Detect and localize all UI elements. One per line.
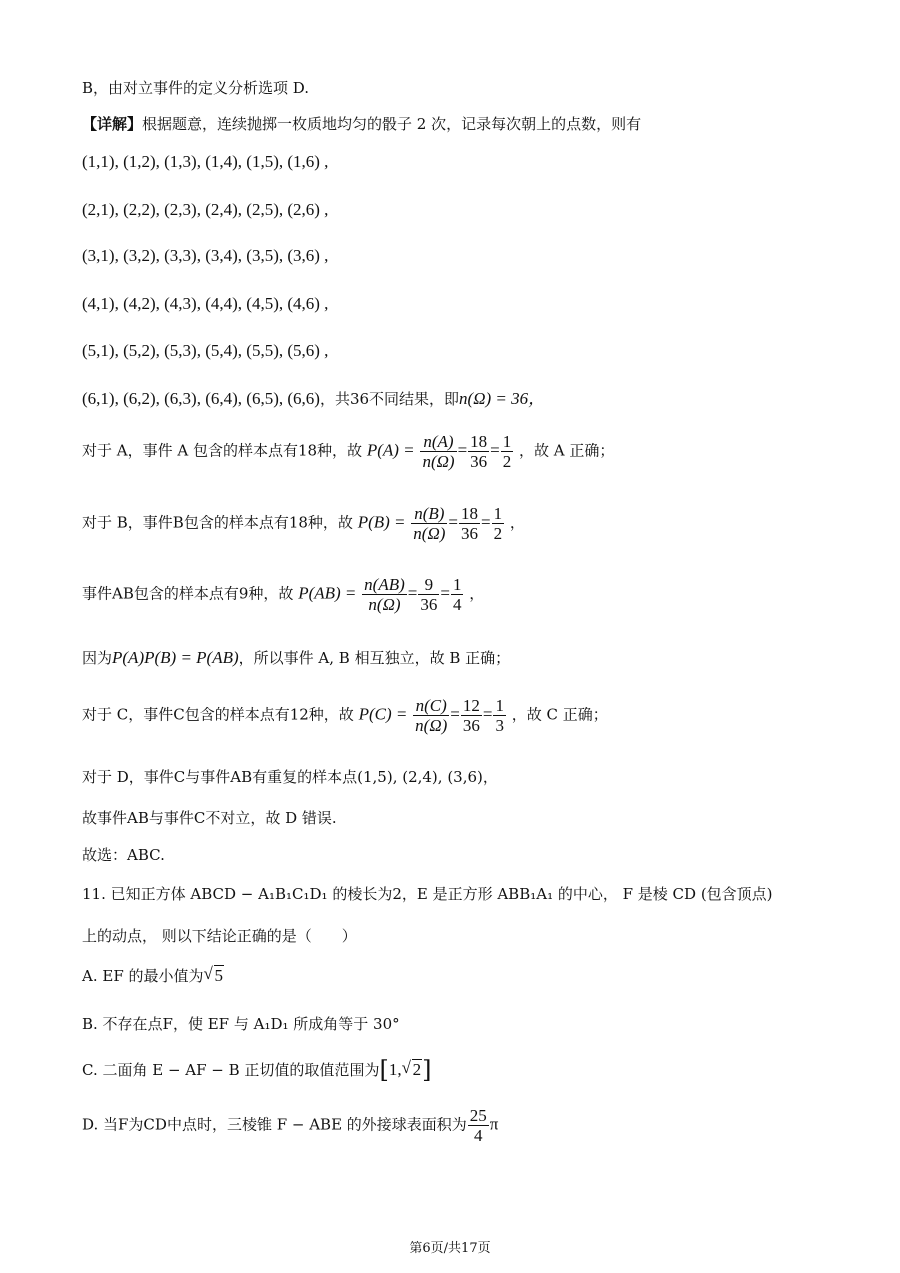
answer-line: 故选：ABC. <box>82 846 165 864</box>
item-a-pre: 对于 A，事件 A 包含的样本点有18种，故 <box>82 441 363 460</box>
item-b-frac1: $\frac{n(B)}{n(\Omega)}$ <box>413 504 446 543</box>
opt-c-sqrt: √ 2 <box>402 1060 423 1080</box>
item-ab-pre: 事件AB包含的样本点有9种，故 <box>82 584 294 603</box>
item-c-pre: 对于 C，事件C包含的样本点有12种，故 <box>82 705 354 724</box>
opt-d-frac: $\frac{25}{4}$ <box>469 1106 487 1145</box>
outcome-row-2: (2,1), (2,2), (2,3), (2,4), (2,5), (2,6) , <box>82 200 329 219</box>
item-ab-line: 事件AB包含的样本点有9种，故 P(AB) = $\frac{n(AB)}{n(\Omega)}$ = $\frac{9}{36}$ = $\frac{1}{4}$ ， <box>82 575 485 614</box>
outcome-row-6-values: (6,1), (6,2), (6,3), (6,4), (6,5), (6,6) <box>82 389 320 408</box>
item-b-frac2: $\frac{18}{36}$ <box>461 504 478 543</box>
independence-expr: P(A)P(B) = P(AB) <box>112 648 239 667</box>
item-d-line: 对于 D，事件C与事件AB有重复的样本点(1,5), (2,4), (3,6)， <box>82 768 498 786</box>
detail-intro-line <box>82 114 641 134</box>
item-ab-post: ， <box>469 584 485 603</box>
item-a-frac1: $\frac{n(A)}{n(\Omega)}$ <box>422 432 455 471</box>
q11-option-a <box>82 966 224 986</box>
item-c-lhs: P(C) = <box>358 704 408 724</box>
opt-a-pre: A. EF 的最小值为 <box>82 967 204 985</box>
q11-line1: 11. 已知正方体 ABCD − A₁B₁C₁D₁ 的棱长为2，E 是正方形 ABB₁A₁ 的中心， F 是棱 CD (包含顶点) <box>82 885 773 903</box>
item-d-conclusion: 故事件AB与事件C不对立，故 D 错误. <box>82 809 337 827</box>
outcome-row-1: (1,1), (1,2), (1,3), (1,4), (1,5), (1,6) , <box>82 152 329 171</box>
detail-intro: 根据题意，连续抛掷一枚质地均匀的骰子 2 次，记录每次朝上的点数，则有 <box>142 115 642 133</box>
item-b-pre: 对于 B，事件B包含的样本点有18种，故 <box>82 513 353 532</box>
opt-d-post: π <box>489 1114 499 1134</box>
total-text: ，共36不同结果，即 <box>319 390 460 408</box>
q11-option-c: C. 二面角 E − AF − B 正切值的取值范围为[1,√ 2] <box>82 1060 431 1080</box>
opt-d-pre: D. 当F为CD中点时，三棱锥 F − ABE 的外接球表面积为 <box>82 1115 467 1134</box>
item-b-post: ， <box>509 513 525 532</box>
item-ab-frac1: $\frac{n(AB)}{n(\Omega)}$ <box>364 575 405 614</box>
q11-option-b: B. 不存在点F，使 EF 与 A₁D₁ 所成角等于 30° <box>82 1015 400 1033</box>
item-c-frac3: $\frac{1}{3}$ <box>495 696 504 735</box>
item-a-lhs: P(A) = <box>366 440 415 460</box>
item-b-line: 对于 B，事件B包含的样本点有18种，故 P(B) = $\frac{n(B)}{n(\Omega)}$ = $\frac{18}{36}$ = $\frac{1}{2}$ ， <box>82 504 525 543</box>
item-a-post: ，故 A 正确； <box>519 441 615 460</box>
item-b-lhs: P(B) = <box>357 512 406 532</box>
item-ab-frac3: $\frac{1}{4}$ <box>452 575 462 614</box>
item-c-post: ，故 C 正确； <box>511 705 608 724</box>
item-b-frac3: $\frac{1}{2}$ <box>493 504 503 543</box>
outcome-row-5: (5,1), (5,2), (5,3), (5,4), (5,5), (5,6) , <box>82 341 329 360</box>
item-a-frac3: $\frac{1}{2}$ <box>502 432 512 471</box>
opt-c-val: 1, <box>388 1060 402 1079</box>
item-ab-frac2: $\frac{9}{36}$ <box>420 575 438 614</box>
item-c-frac2: $\frac{12}{36}$ <box>462 696 480 735</box>
independence-pre: 因为 <box>82 649 113 667</box>
total-expr: n(Ω) = 36， <box>459 389 546 408</box>
independence-line <box>82 648 510 668</box>
opt-a-sqrt: √ 5 <box>204 966 225 986</box>
item-c-frac1: $\frac{n(C)}{n(\Omega)}$ <box>415 696 448 735</box>
hint-line: B，由对立事件的定义分析选项 D. <box>82 79 310 97</box>
detail-tag: 【详解】 <box>82 115 143 133</box>
item-a-line: 对于 A，事件 A 包含的样本点有18种，故 P(A) = $\frac{n(A)}{n(\Omega)}$ = $\frac{18}{36}$ = $\frac{1}{2}$ ，故 A 正确； <box>82 432 615 471</box>
opt-c-pre: C. 二面角 E − AF − B 正切值的取值范围为 <box>82 1061 380 1079</box>
outcome-row-6 <box>82 389 545 409</box>
independence-post: ，所以事件 A, B 相互独立，故 B 正确； <box>238 649 511 667</box>
outcome-row-4: (4,1), (4,2), (4,3), (4,4), (4,5), (4,6) , <box>82 294 329 313</box>
outcome-row-3: (3,1), (3,2), (3,3), (3,4), (3,5), (3,6) , <box>82 246 329 265</box>
q11-line2: 上的动点， 则以下结论正确的是（ ） <box>82 927 357 945</box>
item-a-frac2: $\frac{18}{36}$ <box>470 432 488 471</box>
page-footer: 第6页/共17页 <box>409 1241 491 1256</box>
item-c-line: 对于 C，事件C包含的样本点有12种，故 P(C) = $\frac{n(C)}{n(\Omega)}$ = $\frac{12}{36}$ = $\frac{1}{3}$ ，故 C 正确； <box>82 696 608 735</box>
q11-option-d <box>82 1106 498 1145</box>
item-ab-lhs: P(AB) = <box>298 583 357 603</box>
